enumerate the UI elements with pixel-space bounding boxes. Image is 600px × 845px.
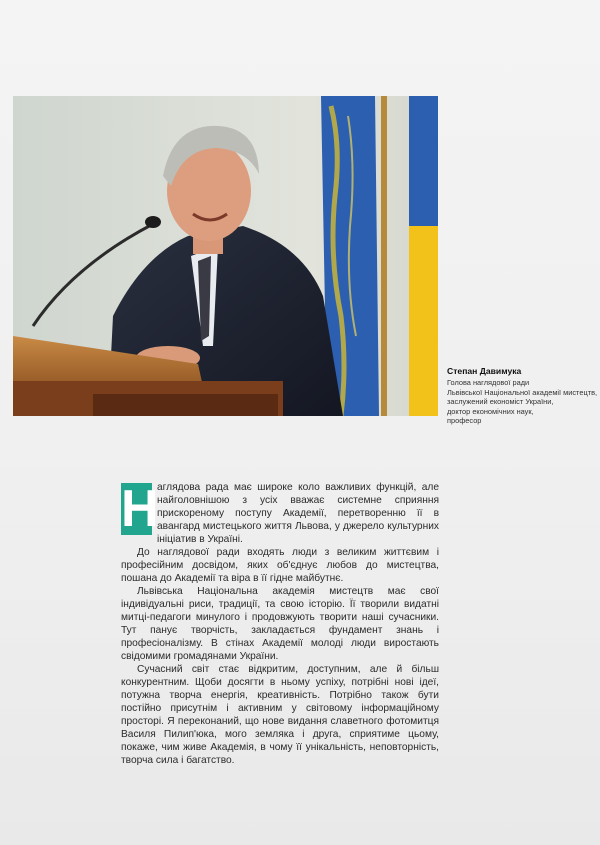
drop-cap: Н — [121, 480, 159, 538]
portrait-photo — [13, 96, 438, 416]
paragraph-2: До наглядової ради входять люди з великим життєвим і професійним досвідом, яких об'єднує любов до мистецтва, пошана до Академії та віра в її гідне майбутнє. — [121, 547, 439, 584]
caption-line: Голова наглядової ради — [447, 378, 530, 387]
paragraph-4: Сучасний світ стає відкритим, доступним, але й більш конкурентним. Щоби досягти в ньому успіху, потрібні нові ідеї, потужна творча енергія, креативність. Потрібно також бути постійно присутнім і активним у світовому інформаційному просторі. Я переконаний, що нове видання славетного фотомитця Василя Пилип'юка, мого земляка і друга, сприятиме цьому, покаже, чим живе Академія, в чому її унікальність, неповторність, творча сила і багатство. — [121, 664, 439, 766]
caption-line: заслужений економіст України, — [447, 397, 554, 407]
paragraph-3: Львівська Національна академія мистецтв має свої індивідуальні риси, традиції, та свою історію. Її творили видатні митці-педагоги минулого і продовжують творити наші сучасники. Тут панує творчість, закладається фундамент знань і професіоналізму. В стінах Академії молоді люди виростають свідомими громадянами України. — [121, 586, 439, 662]
caption-name: Степан Давимука — [447, 366, 522, 376]
caption-line: професор — [447, 416, 482, 426]
caption-line: доктор економічних наук, — [447, 406, 534, 416]
paragraph-1-text: аглядова рада має широке коло важливих функцій, але найголовнішою з усіх вважає системне сприяння прискореному поступу Академії, перетворенню її в авангард мистецького життя Львова, у джерело культурних ініціатив в Україні. — [157, 482, 439, 545]
photo-caption — [447, 366, 597, 426]
article-text — [121, 481, 439, 767]
caption-line: Львівської Національної академії мистецтв, — [447, 387, 598, 397]
paragraph-1 — [121, 481, 439, 546]
